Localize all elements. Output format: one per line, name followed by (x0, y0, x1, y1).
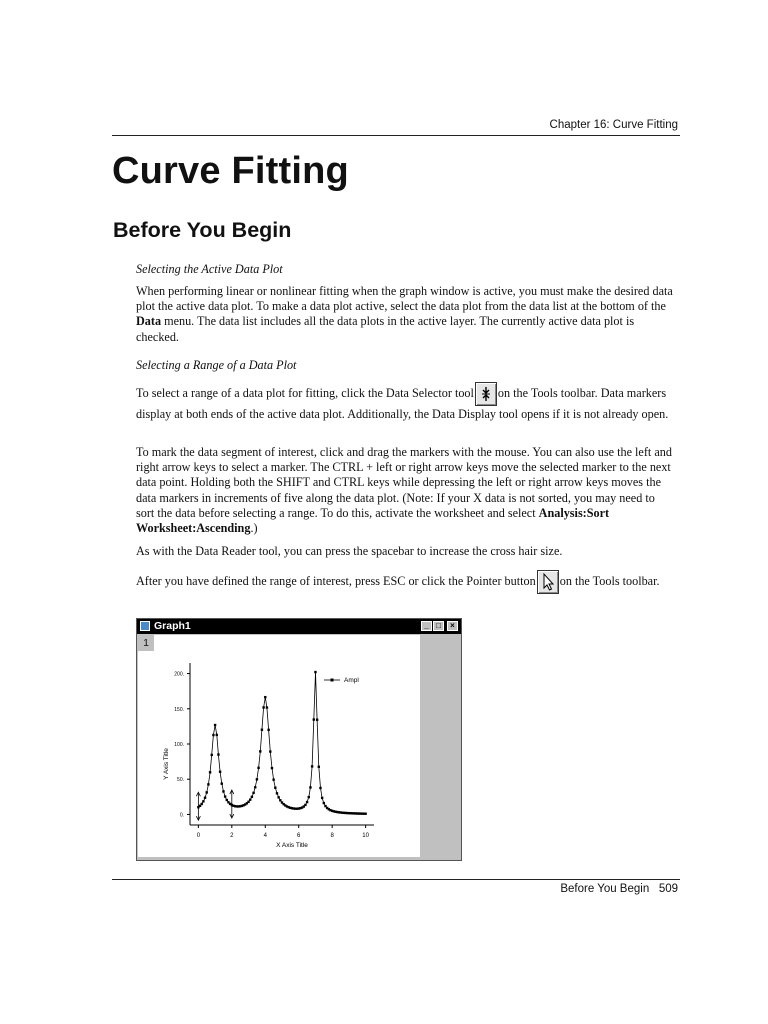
graph-window (136, 618, 462, 861)
x-tick-label: 10 (362, 833, 369, 839)
data-point (304, 804, 306, 806)
data-point (272, 778, 274, 780)
data-point (314, 671, 316, 673)
data-point (267, 729, 269, 731)
close-button[interactable]: × (447, 621, 458, 631)
data-point (209, 771, 211, 773)
data-menu-name: Data (136, 314, 162, 329)
data-point (319, 787, 321, 789)
data-point (222, 790, 224, 792)
data-selector-tool-icon (475, 382, 497, 406)
maximize-button[interactable]: □ (433, 621, 444, 631)
data-point (316, 719, 318, 721)
page-title: Curve Fitting (112, 150, 349, 192)
data-point (274, 786, 276, 788)
data-point (306, 801, 308, 803)
data-point (309, 786, 311, 788)
graph-window-title: Graph1 (154, 620, 191, 632)
graph-window-icon (140, 621, 150, 631)
data-point (364, 813, 366, 815)
data-point (212, 734, 214, 736)
running-header: Chapter 16: Curve Fitting (549, 119, 678, 131)
data-point (221, 782, 223, 784)
data-point (202, 800, 204, 802)
data-point (308, 796, 310, 798)
y-tick-label: 0. (179, 812, 184, 819)
data-point (261, 729, 263, 731)
data-point (216, 734, 218, 736)
x-tick-label: 2 (230, 833, 234, 839)
subsection-heading-range: Selecting a Range of a Data Plot (136, 358, 297, 372)
paragraph-data-selector (136, 382, 676, 422)
data-point (249, 798, 251, 800)
paragraph-active-plot (136, 284, 676, 345)
chart (138, 635, 420, 857)
y-axis-title: Y Axis Title (163, 748, 170, 780)
running-footer (560, 883, 678, 895)
data-point (214, 724, 216, 726)
data-point (323, 802, 325, 804)
legend-marker (331, 679, 334, 682)
paragraph-text: When performing linear or nonlinear fitting when the graph window is active, you must make the desired data plot the active data plot. To make a data plot active, select the data plot from the data list at the bottom of the (136, 284, 673, 314)
data-point (266, 706, 268, 708)
paragraph-text: menu. The data list includes all the data plots in the active layer. The currently active data plot is checked. (136, 314, 635, 344)
paragraph-mark-segment (136, 445, 676, 536)
x-tick-label: 4 (263, 833, 267, 839)
x-tick-label: 8 (330, 833, 334, 839)
paragraph-text: To mark the data segment of interest, click and drag the markers with the mouse. You can also use the left and right arrow keys to select a marker. The CTRL + left or right arrow keys move the selected marker to the next data point. Holding both the SHIFT and CTRL keys while depressing the left or right arrow keys moves the data markers in increments of five along the data plot. (Note: If your X data is not sorted, you may need to sort the data before selecting a range. To do this, activate the worksheet and select (136, 445, 672, 520)
data-point (276, 792, 278, 794)
x-tick-label: 0 (196, 833, 201, 839)
paragraph-spacebar: As with the Data Reader tool, you can press the spacebar to increase the cross hair size. (136, 544, 563, 558)
section-title: Before You Begin (113, 218, 292, 242)
data-point (271, 767, 273, 769)
data-point (207, 783, 209, 785)
data-point (217, 753, 219, 755)
header-rule (112, 135, 680, 136)
data-point (262, 706, 264, 708)
data-point (264, 696, 266, 698)
footer-rule (112, 879, 680, 880)
data-point (279, 799, 281, 801)
x-axis-title: X Axis Title (276, 842, 308, 849)
y-tick-label: 200. (174, 671, 184, 678)
data-point (277, 796, 279, 798)
paragraph-text: on the Tools toolbar. (559, 573, 660, 588)
y-tick-label: 100. (174, 742, 184, 748)
paragraph-text: .) (250, 521, 258, 536)
minimize-button[interactable]: _ (421, 621, 432, 631)
data-point (311, 765, 313, 767)
data-point (259, 750, 261, 752)
y-tick-label: 50. (177, 777, 184, 784)
page-number: 509 (658, 883, 678, 895)
data-point (254, 786, 256, 788)
paragraph-text: on the Tools toolbar. Data markers display at both ends of the active data plot. Additionally, the Data Display tool opens if it is not already open. (136, 385, 669, 421)
data-point (269, 750, 271, 752)
pointer-tool-icon (537, 570, 559, 594)
data-point (219, 771, 221, 773)
data-point (226, 799, 228, 801)
menu-command: Analysis:Sort Worksheet:Ascending (136, 505, 610, 536)
data-point (256, 778, 258, 780)
data-point (318, 766, 320, 768)
data-point (257, 767, 259, 769)
data-point (206, 791, 208, 793)
data-point (224, 795, 226, 797)
data-point (251, 796, 253, 798)
y-tick-label: 150. (174, 706, 184, 713)
data-point (201, 803, 203, 805)
layer-tab[interactable]: 1 (138, 635, 154, 651)
data-point (321, 797, 323, 799)
graph-page (138, 635, 420, 857)
paragraph-pointer (136, 570, 676, 594)
graph-window-titlebar (137, 619, 461, 634)
data-point (204, 797, 206, 799)
data-point (211, 754, 213, 756)
legend-label: Ampl (344, 677, 359, 684)
paragraph-text: To select a range of a data plot for fitting, click the Data Selector tool (136, 385, 474, 400)
data-point (247, 801, 249, 803)
paragraph-text: After you have defined the range of interest, press ESC or click the Pointer button (136, 573, 536, 588)
data-point (313, 718, 315, 720)
x-tick-label: 6 (297, 833, 301, 839)
footer-section: Before You Begin (560, 883, 650, 895)
subsection-heading-active-plot: Selecting the Active Data Plot (136, 262, 283, 276)
data-point (252, 792, 254, 794)
